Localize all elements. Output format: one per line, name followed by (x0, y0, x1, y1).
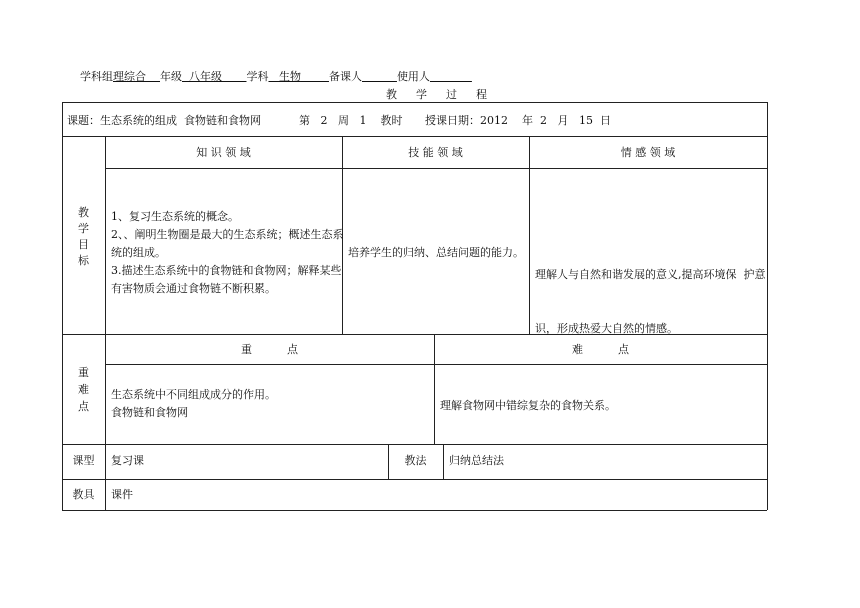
lesson-topic: 课题：生态系统的组成 食物链和食物网 (67, 114, 261, 127)
knowledge-header: 知 识 领 域 (196, 146, 251, 159)
subject-group-value: 理综合 (113, 70, 146, 83)
difficult-content: 理解食物网中错综复杂的食物关系。 (440, 399, 616, 412)
knowledge-line: 统的组成。 (111, 246, 166, 259)
teaching-method-value: 归纳总结法 (449, 454, 504, 467)
key-line: 食物链和食物网 (111, 406, 188, 419)
knowledge-line: 1、复习生态系统的概念。 (111, 210, 239, 223)
subject-label: 学科 (246, 70, 269, 83)
preparer-label: 备课人 (328, 70, 362, 83)
key-line: 生态系统中不同组成成分的作用。 (111, 388, 276, 401)
emotion-line: 理解人与自然和谐发展的意义,提高环境保 护意 (535, 268, 766, 281)
subject-group-label: 学科组 (80, 70, 113, 83)
knowledge-line: 3.描述生态系统中的食物链和食物网；解释某些 (111, 264, 342, 277)
knowledge-line: 2、、阐明生物圈是最大的生态系统；概述生态系 (111, 228, 344, 241)
objectives-row-label: 教 学 目 标 (78, 206, 89, 267)
key-content (111, 386, 276, 422)
skill-header: 技 能 领 域 (408, 146, 463, 159)
emotion-content (535, 230, 766, 356)
grade-label: 年级 (160, 70, 182, 83)
emotion-header: 情 感 领 域 (620, 146, 676, 159)
header-line (80, 68, 472, 84)
lesson-week: 第 2 周 1 教时 (299, 114, 403, 127)
emotion-line: 识，形成热爱大自然的情感。 (535, 322, 678, 335)
tools-label: 教具 (72, 488, 95, 501)
user-label: 使用人 (396, 70, 430, 83)
section-title: 教 学 过 程 (386, 88, 491, 101)
teaching-method-label: 教法 (404, 454, 427, 467)
keypoints-row-label: 重 难 点 (78, 366, 89, 413)
lesson-type-label: 课型 (72, 454, 95, 467)
tools-value: 课件 (111, 488, 133, 501)
grade-value: 八年级 (189, 70, 222, 83)
knowledge-content (111, 208, 344, 298)
subject-value: 生物 (278, 70, 301, 83)
lesson-type-value: 复习课 (111, 454, 144, 467)
skill-content: 培养学生的归纳、总结问题的能力。 (348, 246, 524, 259)
key-header: 重 点 (241, 343, 298, 356)
knowledge-line: 有害物质会通过食物链不断积累。 (111, 282, 276, 295)
difficult-header: 难 点 (572, 343, 629, 356)
lesson-date: 授课日期：2012 年 2 月 15 日 (425, 114, 611, 127)
